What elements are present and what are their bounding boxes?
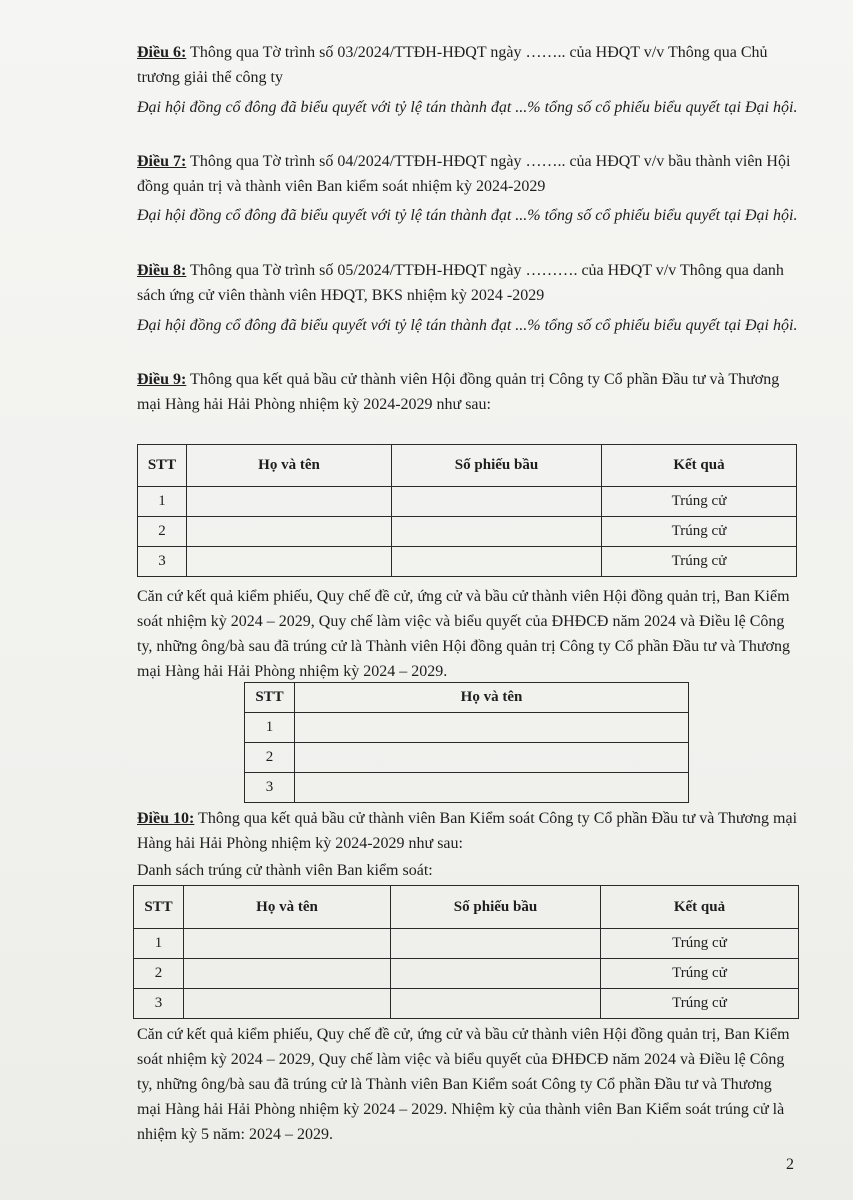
row-stt: 1	[134, 929, 184, 959]
col-result: Kết quả	[601, 886, 799, 929]
col-result: Kết quả	[602, 445, 797, 487]
table-row	[134, 929, 799, 959]
row-name	[184, 929, 391, 959]
row-name	[295, 713, 689, 743]
row-stt: 2	[245, 743, 295, 773]
article-8-text: Thông qua Tờ trình số 05/2024/TTĐH-HĐQT ngày ………. của HĐQT v/v Thông qua danh sách ứng cử viên thành viên HĐQT, BKS nhiệm kỳ 2024 -2029	[137, 262, 784, 304]
article-7	[137, 149, 799, 199]
article-9	[137, 367, 799, 417]
row-stt: 1	[245, 713, 295, 743]
row-stt: 2	[134, 959, 184, 989]
row-result: Trúng cử	[602, 487, 797, 517]
row-stt: 3	[134, 989, 184, 1019]
col-name: Họ và tên	[184, 886, 391, 929]
bks-election-table	[133, 885, 799, 1019]
article-10-label: Điều 10:	[137, 810, 195, 827]
row-stt: 3	[245, 773, 295, 803]
row-result: Trúng cử	[602, 517, 797, 547]
col-votes: Số phiếu bầu	[391, 886, 601, 929]
col-stt: STT	[138, 445, 187, 487]
row-name	[187, 517, 392, 547]
row-stt: 3	[138, 547, 187, 577]
article-10-text: Thông qua kết quả bầu cử thành viên Ban Kiểm soát Công ty Cổ phần Đầu tư và Thương mại Hàng hải Hải Phòng nhiệm kỳ 2024-2029 như sau:	[137, 810, 798, 852]
table-row	[245, 743, 689, 773]
table-row	[138, 487, 797, 517]
article-10-list-title: Danh sách trúng cử thành viên Ban kiểm soát:	[137, 862, 433, 879]
article-9-label: Điều 9:	[137, 371, 187, 388]
article-6-label: Điều 6:	[137, 44, 187, 61]
row-result: Trúng cử	[602, 547, 797, 577]
table-row	[134, 989, 799, 1019]
row-votes	[392, 547, 602, 577]
article-7-vote: Đại hội đồng cổ đông đã biểu quyết với tỷ lệ tán thành đạt ...% tổng số cổ phiếu biểu quyết tại Đại hội.	[137, 207, 798, 224]
row-votes	[391, 989, 601, 1019]
table-row	[138, 547, 797, 577]
row-votes	[391, 929, 601, 959]
hdqt-election-table	[137, 444, 797, 577]
article-9-text: Thông qua kết quả bầu cử thành viên Hội đồng quản trị Công ty Cổ phần Đầu tư và Thương mại Hàng hải Hải Phòng nhiệm kỳ 2024-2029 như sau:	[137, 371, 780, 413]
row-name	[187, 547, 392, 577]
row-name	[187, 487, 392, 517]
article-9-basis: Căn cứ kết quả kiểm phiếu, Quy chế đề cử, ứng cử và bầu cử thành viên Hội đồng quản trị, Ban Kiểm soát nhiệm kỳ 2024 – 2029, Quy chế làm việc và biểu quyết của ĐHĐCĐ năm 2024 và Điều lệ Công ty, những ông/bà sau đã trúng cử là Thành viên Hội đồng quản trị Công ty Cổ phần Đầu tư và Thương mại Hàng hải Hải Phòng nhiệm kỳ 2024 – 2029.	[137, 588, 790, 680]
article-8-label: Điều 8:	[137, 262, 187, 279]
col-stt: STT	[134, 886, 184, 929]
article-10-basis: Căn cứ kết quả kiểm phiếu, Quy chế đề cử, ứng cử và bầu cử thành viên Hội đồng quản trị, Ban Kiểm soát nhiệm kỳ 2024 – 2029, Quy chế làm việc và biểu quyết của ĐHĐCĐ năm 2024 và Điều lệ Công ty, những ông/bà sau đã trúng cử là Thành viên Ban Kiểm soát Công ty Cổ phần Đầu tư và Thương mại Hàng hải Hải Phòng nhiệm kỳ 2024 – 2029. Nhiệm kỳ của thành viên Ban Kiểm soát trúng cử là nhiệm kỳ 5 năm: 2024 – 2029.	[137, 1026, 790, 1143]
article-6-vote: Đại hội đồng cổ đông đã biểu quyết với tỷ lệ tán thành đạt ...% tổng số cổ phiếu biểu quyết tại Đại hội.	[137, 99, 798, 116]
col-name: Họ và tên	[187, 445, 392, 487]
article-6-text: Thông qua Tờ trình số 03/2024/TTĐH-HĐQT ngày …….. của HĐQT v/v Thông qua Chủ trương giải thể công ty	[137, 44, 768, 86]
row-name	[295, 773, 689, 803]
row-result: Trúng cử	[601, 929, 799, 959]
page-number: 2	[786, 1156, 794, 1173]
row-name	[184, 989, 391, 1019]
table-row	[138, 517, 797, 547]
row-result: Trúng cử	[601, 989, 799, 1019]
article-6	[137, 40, 799, 90]
row-result: Trúng cử	[601, 959, 799, 989]
table-row	[134, 959, 799, 989]
article-10	[137, 806, 799, 856]
row-votes	[392, 517, 602, 547]
hdqt-members-table	[244, 682, 689, 803]
article-7-text: Thông qua Tờ trình số 04/2024/TTĐH-HĐQT ngày …….. của HĐQT v/v bầu thành viên Hội đồng quản trị và thành viên Ban kiểm soát nhiệm kỳ 2024-2029	[137, 153, 791, 195]
article-8-vote: Đại hội đồng cổ đông đã biểu quyết với tỷ lệ tán thành đạt ...% tổng số cổ phiếu biểu quyết tại Đại hội.	[137, 317, 798, 334]
table-row	[245, 713, 689, 743]
col-votes: Số phiếu bầu	[392, 445, 602, 487]
col-name: Họ và tên	[295, 683, 689, 713]
row-stt: 2	[138, 517, 187, 547]
row-votes	[392, 487, 602, 517]
row-name	[184, 959, 391, 989]
row-name	[295, 743, 689, 773]
row-stt: 1	[138, 487, 187, 517]
article-7-label: Điều 7:	[137, 153, 187, 170]
table-row	[245, 773, 689, 803]
row-votes	[391, 959, 601, 989]
col-stt: STT	[245, 683, 295, 713]
article-8	[137, 258, 799, 308]
